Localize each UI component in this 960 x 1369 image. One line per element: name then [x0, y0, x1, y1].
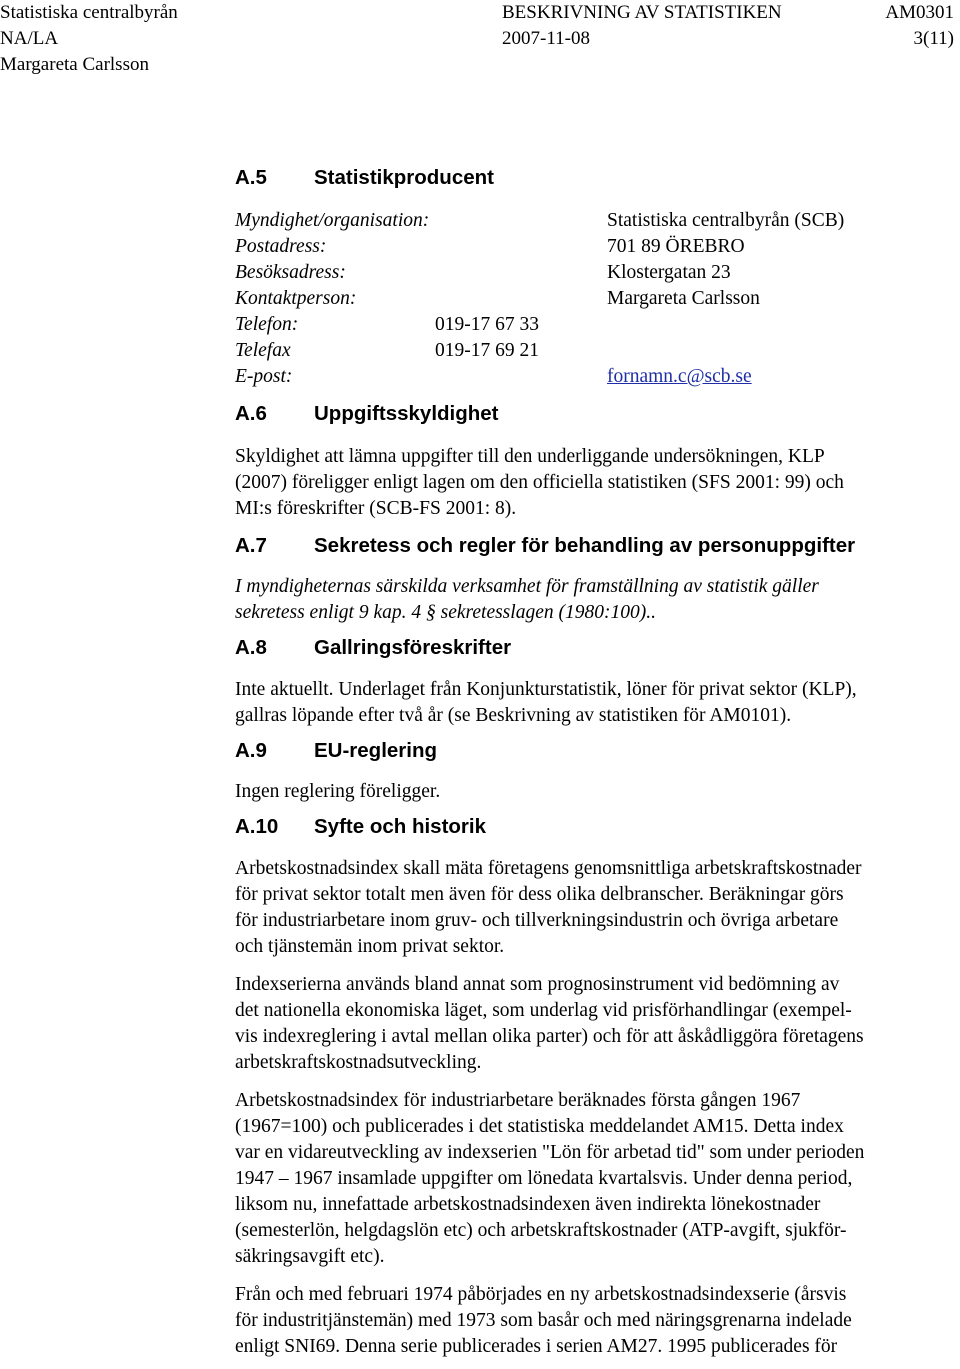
text-line: vis indexreglering i avtal mellan olika parter) och för att åskådliggöra företagens: [235, 1026, 864, 1047]
text-line: Ingen reglering föreligger.: [235, 781, 441, 802]
header-unit: NA/LA: [0, 28, 59, 49]
section-title: Uppgiftsskyldighet: [314, 402, 499, 425]
section-heading-a10: [235, 813, 947, 841]
section-title: EU-reglering: [314, 739, 438, 762]
text-line: MI:s föreskrifter (SCB-FS 2001: 8).: [235, 498, 517, 519]
text-line: Indexserierna används bland annat som prognosinstrument vid bedömning av: [235, 974, 840, 995]
contact-row-organisation: [235, 208, 947, 234]
text-line: 1947 – 1967 insamlade uppgifter om lönedata kvartalsvis. Under denna period,: [235, 1168, 853, 1189]
document-body: [235, 164, 947, 1360]
header-code: AM0301: [885, 2, 954, 23]
text-line: liksom nu, innefattade arbetskostnadsindexen även indirekta lönekostnader: [235, 1194, 821, 1215]
text-line: Inte aktuellt. Underlaget från Konjunkturstatistik, löner för privat sektor (KLP),: [235, 679, 857, 700]
contact-label: Myndighet/organisation:: [235, 210, 430, 231]
section-title: Sekretess och regler för behandling av personuppgifter: [314, 534, 856, 557]
header-row-3: [0, 52, 960, 78]
contact-row-epost: [235, 364, 947, 390]
text-line: (2007) föreligger enligt lagen om den officiella statistiken (SFS 2001: 99) och: [235, 472, 844, 493]
section-number: A.7: [235, 534, 267, 557]
paragraph-a6: [235, 444, 947, 522]
contact-table: [235, 208, 947, 390]
text-line: Från och med februari 1974 påbörjades en ny arbetskostnadsindexserie (årsvis: [235, 1284, 847, 1305]
text-line: för industriarbetare inom gruv- och tillverkningsindustrin och övriga arbetare: [235, 910, 839, 931]
contact-row-besoksadress: [235, 260, 947, 286]
header-page-number: 3(11): [913, 28, 954, 49]
section-number: A.10: [235, 815, 279, 838]
text-line: var en vidareutveckling av indexserien "Lön för arbetad tid" som under perioden: [235, 1142, 865, 1163]
section-heading-a6: [235, 400, 947, 428]
contact-value: 019-17 69 21: [435, 340, 539, 361]
paragraph-a8: [235, 677, 947, 729]
contact-value: Margareta Carlsson: [607, 288, 760, 309]
section-title: Syfte och historik: [314, 815, 487, 838]
contact-label: Postadress:: [235, 236, 327, 257]
text-line: (semesterlön, helgdagslön etc) och arbetskraftskostnader (ATP-avgift, sjukför-: [235, 1220, 847, 1241]
paragraph-a9: [235, 779, 947, 805]
text-line: I myndigheternas särskilda verksamhet för framställning av statistik gäller: [235, 576, 819, 597]
contact-row-kontaktperson: [235, 286, 947, 312]
text-line: för privat sektor totalt men även för dess olika delbranscher. Beräkningar görs: [235, 884, 844, 905]
header-doc-type: BESKRIVNING AV STATISTIKEN: [502, 2, 782, 23]
section-number: A.9: [235, 739, 267, 762]
text-line: säkringsavgift etc).: [235, 1246, 385, 1267]
contact-label: Telefon:: [235, 314, 299, 335]
contact-label: E-post:: [235, 366, 293, 387]
contact-value: Klostergatan 23: [607, 262, 731, 283]
section-heading-a7: [235, 532, 947, 560]
header-author: Margareta Carlsson: [0, 54, 149, 75]
contact-row-telefon: [235, 312, 947, 338]
section-number: A.5: [235, 166, 267, 189]
contact-label: Kontaktperson:: [235, 288, 357, 309]
text-line: Arbetskostnadsindex skall mäta företagens genomsnittliga arbetskraftskostnader: [235, 858, 862, 879]
header-row-1: [0, 0, 960, 26]
text-line: Skyldighet att lämna uppgifter till den underliggande undersökningen, KLP: [235, 446, 825, 467]
paragraph-a10-1: [235, 856, 947, 960]
paragraph-a10-4: [235, 1282, 947, 1360]
section-heading-a8: [235, 634, 947, 662]
section-number: A.6: [235, 402, 267, 425]
paragraph-a10-2: [235, 972, 947, 1076]
contact-label: Besöksadress:: [235, 262, 346, 283]
text-line: det nationella ekonomiska läget, som underlag vid prisförhandlingar (exempel-: [235, 1000, 852, 1021]
text-line: för industritjänstemän) med 1973 som basår och med näringsgrenarna indelade: [235, 1310, 852, 1331]
text-line: gallras löpande efter två år (se Beskrivning av statistiken för AM0101).: [235, 705, 792, 726]
contact-value: 701 89 ÖREBRO: [607, 236, 745, 257]
contact-row-postadress: [235, 234, 947, 260]
header-date: 2007-11-08: [502, 28, 590, 49]
paragraph-a7: [235, 574, 947, 626]
contact-value: 019-17 67 33: [435, 314, 539, 335]
header-org: Statistiska centralbyrån: [0, 2, 178, 23]
section-title: Statistikproducent: [314, 166, 494, 189]
paragraph-a10-3: [235, 1088, 947, 1270]
page-header: [0, 0, 960, 78]
text-line: enligt SNI69. Denna serie publicerades i serien AM27. 1995 publicerades för: [235, 1336, 838, 1357]
section-heading-a9: [235, 737, 947, 765]
section-title: Gallringsföreskrifter: [314, 636, 512, 659]
section-number: A.8: [235, 636, 267, 659]
text-line: arbetskraftskostnadsutveckling.: [235, 1052, 482, 1073]
text-line: och tjänstemän inom privat sektor.: [235, 936, 505, 957]
email-link[interactable]: fornamn.c@scb.se: [607, 366, 752, 387]
text-line: (1967=100) och publicerades i det statistiska meddelandet AM15. Detta index: [235, 1116, 844, 1137]
contact-label: Telefax: [235, 340, 291, 361]
section-heading-a5: [235, 164, 947, 192]
contact-value: Statistiska centralbyrån (SCB): [607, 210, 845, 231]
text-line: Arbetskostnadsindex för industriarbetare beräknades första gången 1967: [235, 1090, 801, 1111]
text-line: sekretess enligt 9 kap. 4 § sekretesslagen (1980:100)..: [235, 602, 656, 623]
header-row-2: [0, 26, 960, 52]
contact-row-telefax: [235, 338, 947, 364]
